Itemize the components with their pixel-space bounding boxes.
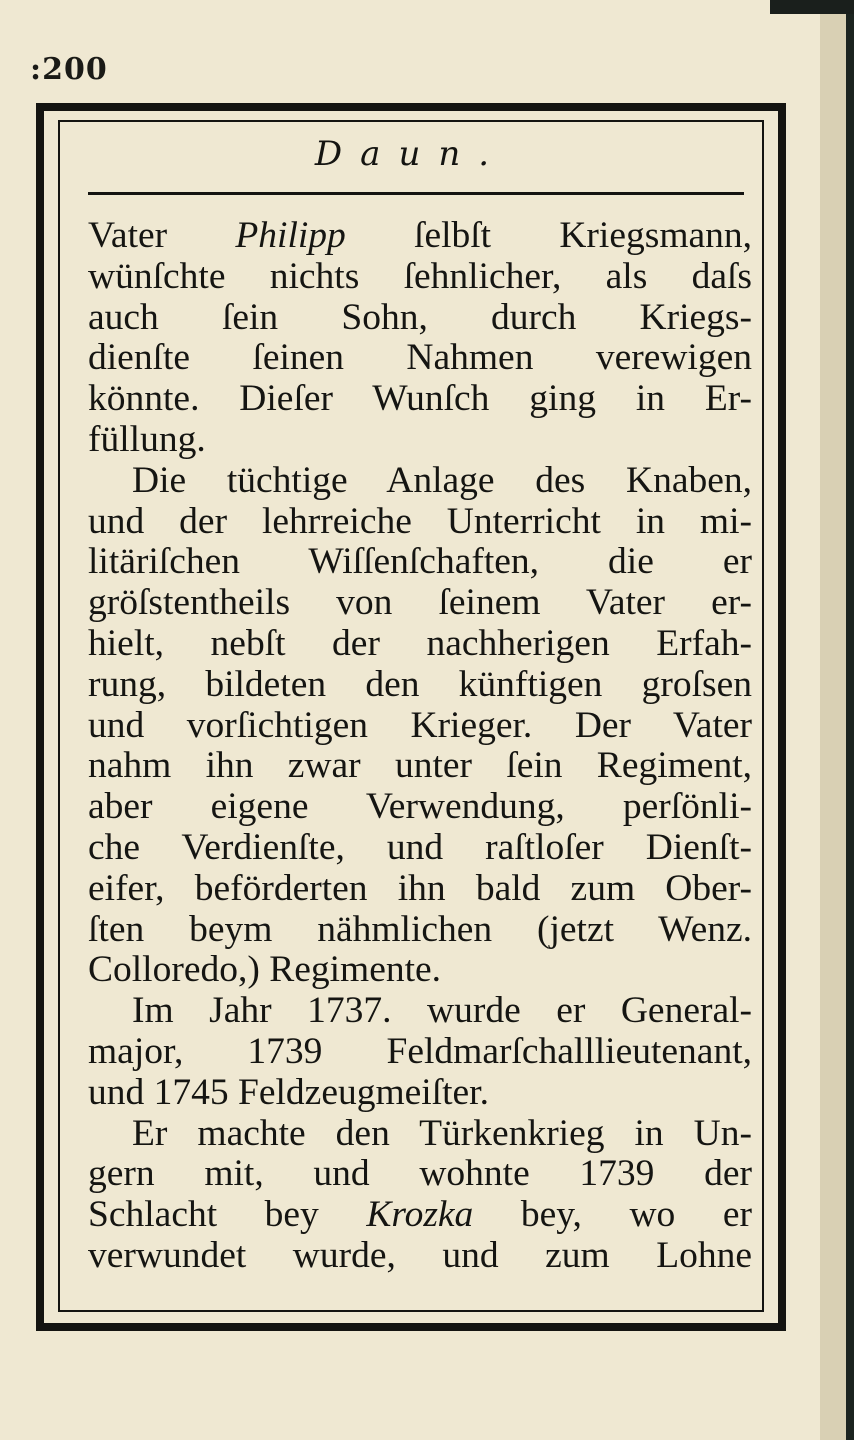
text-segment: und 1745 Feldzeugmeiſter. [88, 1071, 489, 1113]
text-segment: che Verdienſte, und raſtloſer Dienſt- [88, 826, 752, 868]
text-line [88, 950, 752, 991]
text-line [88, 420, 752, 461]
text-line [88, 298, 752, 339]
text-segment: hielt, nebſt der nachherigen Erfah- [88, 622, 752, 664]
text-line [88, 583, 752, 624]
text-segment: ſelbſt Kriegsmann, [345, 215, 753, 256]
text-segment: Im Jahr 1737. wurde er General- [132, 990, 752, 1032]
text-line [88, 869, 752, 910]
text-segment: major, 1739 Feldmarſchalllieutenant, [88, 1030, 752, 1072]
text-segment: verwundet wurde, und zum Lohne [88, 1234, 752, 1276]
text-line [88, 1195, 752, 1236]
text-segment: auch ſein Sohn, durch Kriegs- [88, 296, 752, 338]
text-segment: Vater [88, 215, 236, 256]
text-segment: Er machte den Türkenkrieg in Un- [132, 1112, 752, 1154]
header-rule [88, 192, 744, 195]
text-line [88, 216, 752, 257]
text-line [88, 542, 752, 583]
text-segment: aber eigene Verwendung, perſönli- [88, 786, 752, 828]
text-segment: könnte. Dieſer Wunſch ging in Er- [88, 378, 752, 420]
text-segment: dienſte ſeinen Nahmen verewigen [88, 337, 752, 379]
page-edge [820, 0, 854, 1440]
text-line [88, 991, 752, 1032]
text-segment: und vorſichtigen Krieger. Der Vater [88, 704, 752, 746]
text-segment: nahm ihn zwar unter ſein Regiment, [88, 745, 752, 787]
text-line [88, 502, 752, 543]
text-line [88, 1236, 752, 1277]
text-line [88, 746, 752, 787]
text-segment: wünſchte nichts ſehnlicher, als daſs [88, 255, 752, 297]
text-segment: ſten beym nähmlichen (jetzt Wenz. [88, 908, 752, 950]
text-line [88, 1154, 752, 1195]
text-segment: eifer, beförderten ihn bald zum Ober- [88, 867, 752, 909]
text-segment: und der lehrreiche Unterricht in mi- [88, 500, 752, 542]
text-segment: gröſstentheils von ſeinem Vater er- [88, 582, 752, 624]
text-segment: Die tüchtige Anlage des Knaben, [132, 459, 752, 501]
scan-border [770, 0, 854, 14]
text-segment: rung, bildeten den künftigen groſsen [88, 663, 752, 705]
body-text [88, 216, 752, 1277]
text-line [88, 1114, 752, 1155]
running-head: Daun. [314, 134, 508, 174]
text-line [88, 1073, 752, 1114]
text-segment: Schlacht bey [88, 1194, 367, 1236]
text-line [88, 338, 752, 379]
text-line [88, 706, 752, 747]
text-line [88, 1032, 752, 1073]
text-segment: Colloredo,) Regimente. [88, 949, 442, 991]
text-line [88, 828, 752, 869]
text-line [88, 624, 752, 665]
text-segment: Krozka [366, 1194, 474, 1236]
text-segment: litäriſchen Wiſſenſchaften, die er [88, 541, 752, 583]
text-line [88, 665, 752, 706]
text-line [88, 257, 752, 298]
text-segment: füllung. [88, 418, 206, 460]
text-line [88, 910, 752, 951]
text-segment: gern mit, und wohnte 1739 der [88, 1153, 752, 1195]
page-number: :200 [30, 52, 108, 87]
text-line [88, 379, 752, 420]
text-line [88, 787, 752, 828]
text-segment: bey, wo er [473, 1194, 752, 1236]
text-line [88, 461, 752, 502]
text-segment: Philipp [235, 215, 346, 256]
